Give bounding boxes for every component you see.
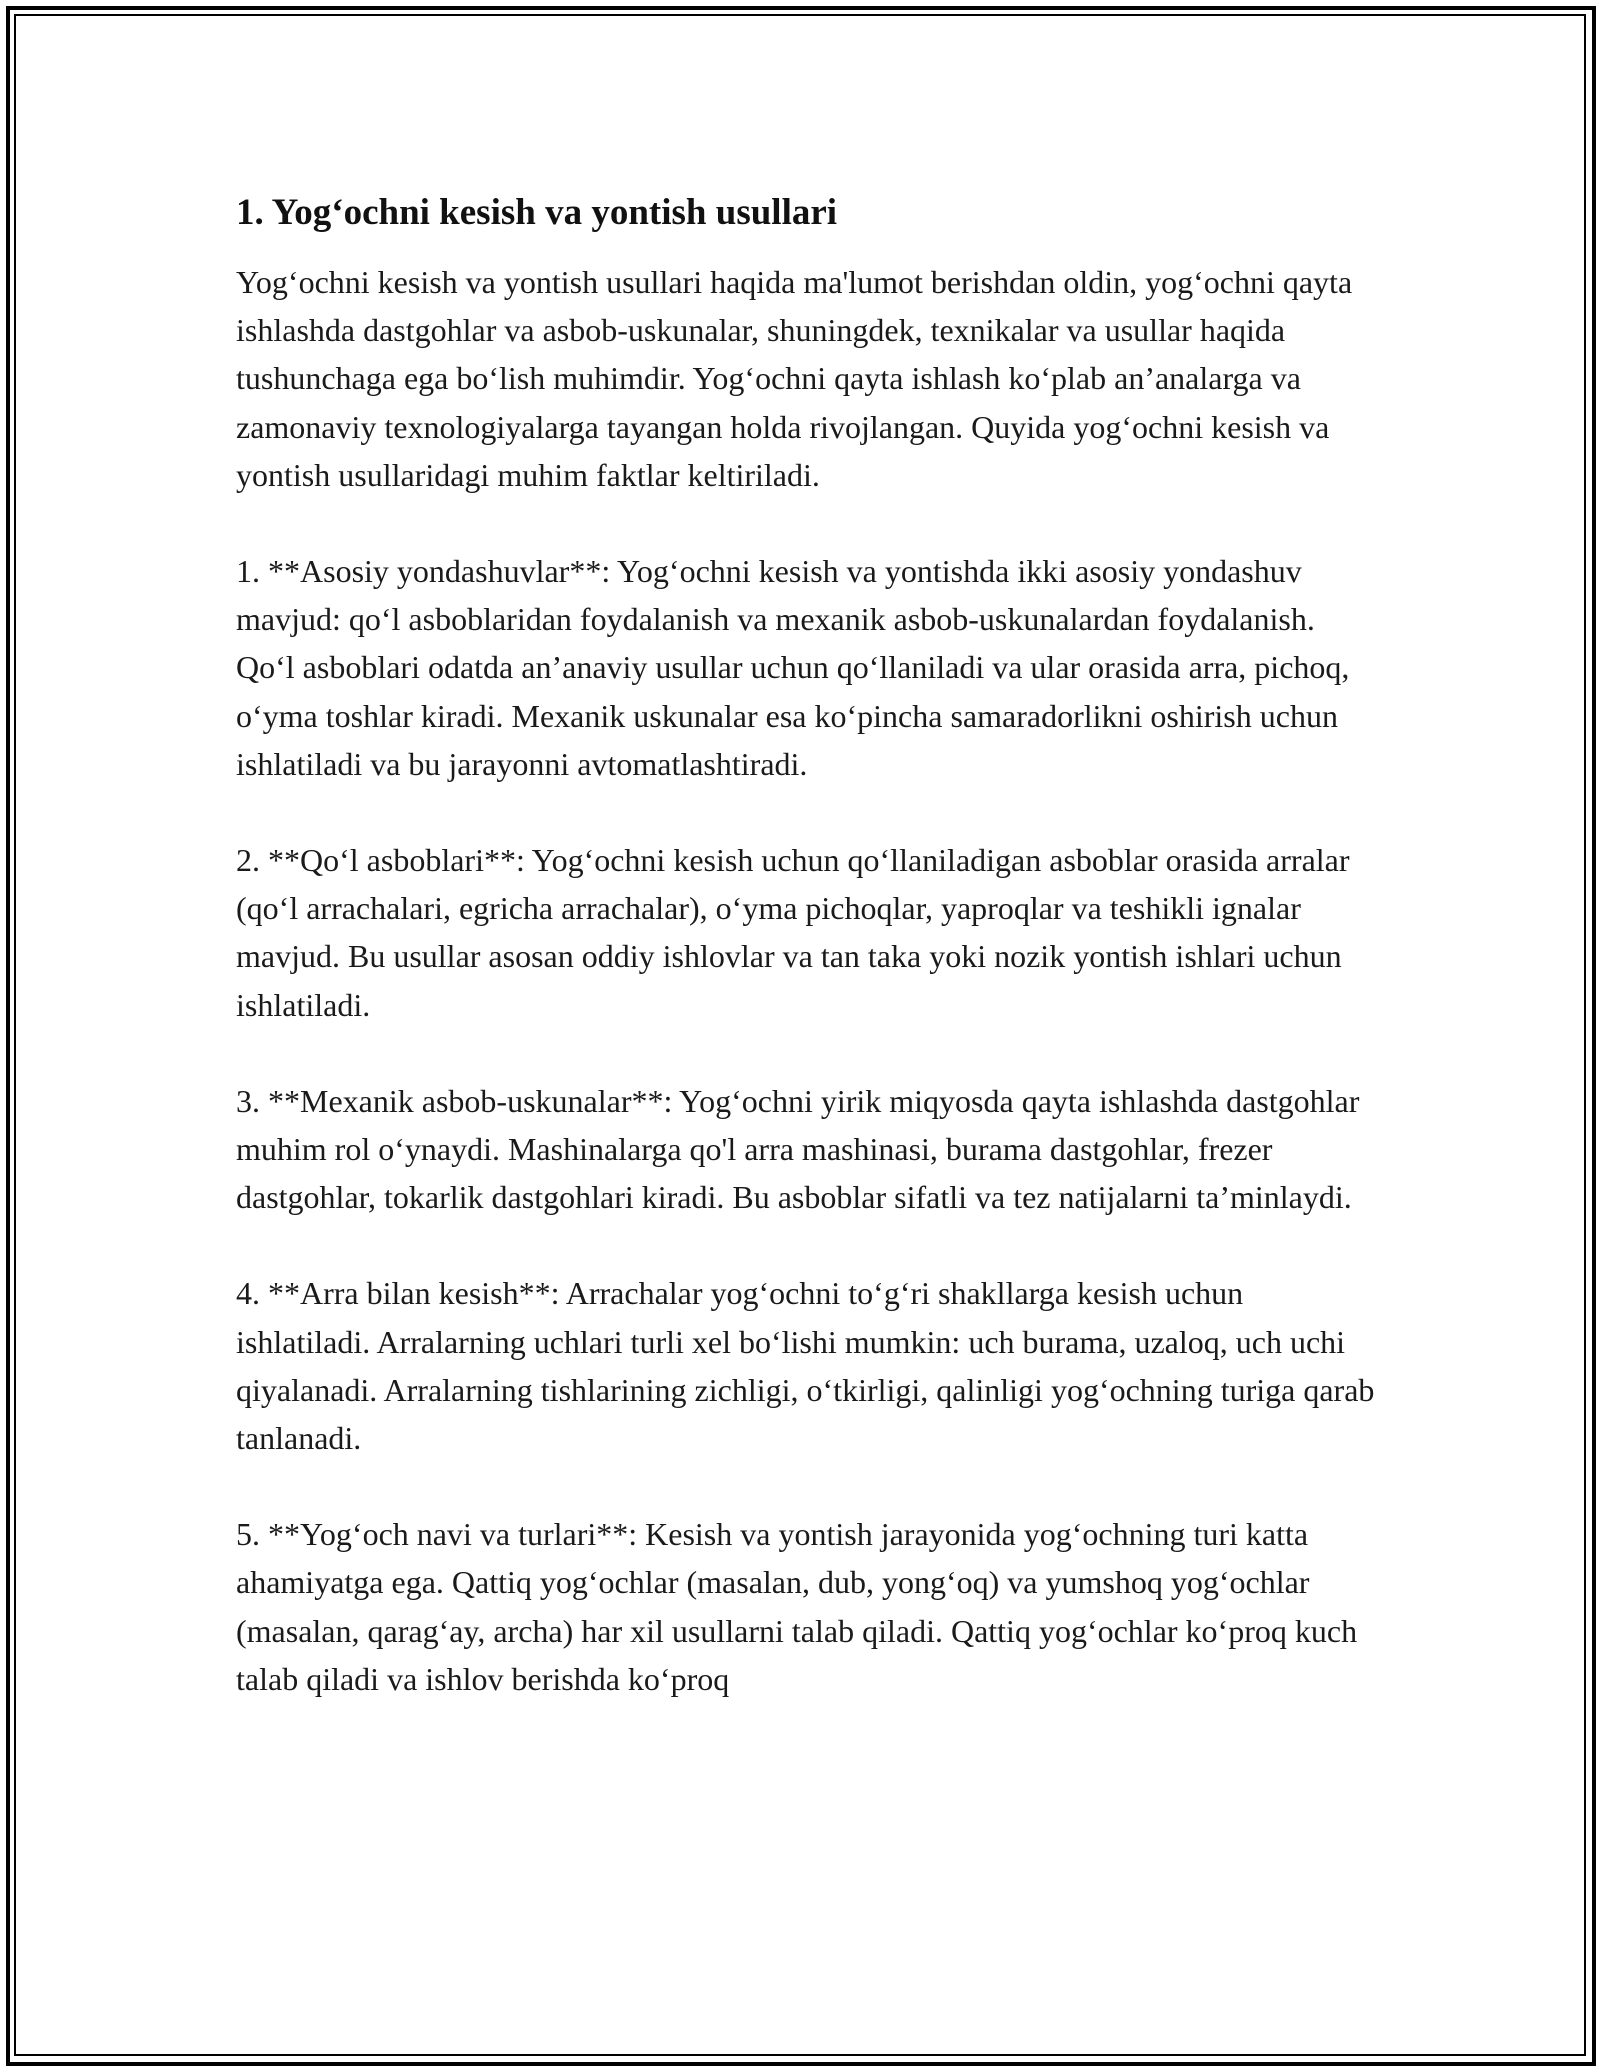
paragraph-item-2: 2. **Qo‘l asboblari**: Yog‘ochni kesish uchun qo‘llaniladigan asboblar orasida arralar (qo‘l arrachalari, egricha arrachalar), o‘yma pichoqlar, yaproqlar va teshikli ignalar mavjud. Bu usullar asosan oddiy ishlovlar va tan taka yoki nozik yontish ishlari uchun ishlatiladi. bbox=[236, 842, 1350, 1023]
paragraph-item-4: 4. **Arra bilan kesish**: Arrachalar yog‘ochni to‘g‘ri shakllarga kesish uchun ishlatiladi. Arralarning uchlari turli xel bo‘lishi mumkin: uch burama, uzaloq, uch uchi qiyalanadi. Arralarning tishlarining zichligi, o‘tkirligi, qalinligi yog‘ochning turiga qarab tanlanadi. bbox=[236, 1275, 1375, 1457]
document-body bbox=[236, 186, 1378, 1751]
paragraph-item-1: 1. **Asosiy yondashuvlar**: Yog‘ochni kesish va yontishda ikki asosiy yondashuv mavjud: qo‘l asboblaridan foydalanish va mexanik asbob-uskunalardan foydalanish. Qo‘l asboblari odatda an’anaviy usullar uchun qo‘llaniladi va ular orasida arra, pichoq, o‘yma toshlar kiradi. Mexanik uskunalar esa ko‘pincha samaradorlikni oshirish uchun ishlatiladi va bu jarayonni avtomatlashtiradi. bbox=[236, 553, 1350, 782]
paragraph-item-5: 5. **Yog‘och navi va turlari**: Kesish va yontish jarayonida yog‘ochning turi katta ahamiyatga ega. Qattiq yog‘ochlar (masalan, dub, yong‘oq) va yumshoq yog‘ochlar (masalan, qarag‘ay, archa) har xil usullarni talab qiladi. Qattiq yog‘ochlar ko‘proq kuch talab qiladi va ishlov berishda ko‘proq bbox=[236, 1516, 1358, 1697]
paragraph-intro: Yog‘ochni kesish va yontish usullari haqida ma'lumot berishdan oldin, yog‘ochni qayta ishlashda dastgohlar va asbob-uskunalar, shuningdek, texnikalar va usullar haqida tushunchaga ega bo‘lish muhimdir. Yog‘ochni qayta ishlash ko‘plab an’analarga va zamonaviy texnologiyalarga tayangan holda rivojlangan. Quyida yog‘ochni kesish va yontish usullaridagi muhim faktlar keltiriladi. bbox=[236, 264, 1353, 493]
paragraph-item-3: 3. **Mexanik asbob-uskunalar**: Yog‘ochni yirik miqyosda qayta ishlashda dastgohlar muhim rol o‘ynaydi. Mashinalarga qo'l arra mashinasi, burama dastgohlar, frezer dastgohlar, tokarlik dastgohlari kiradi. Bu asboblar sifatli va tez natijalarni ta’minlaydi. bbox=[236, 1082, 1360, 1216]
document-title: 1. Yog‘ochni kesish va yontish usullari bbox=[236, 192, 838, 233]
